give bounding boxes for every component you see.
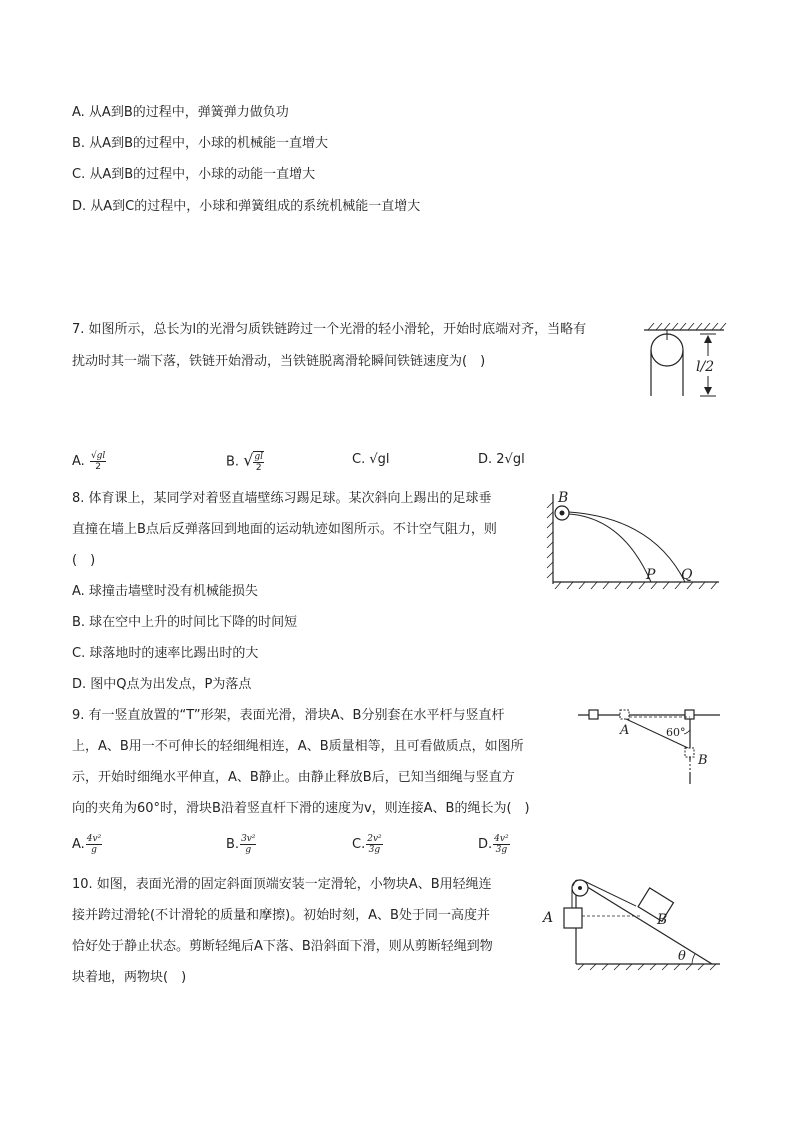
q10-stem-line-4: 块着地，两物块( )	[72, 970, 187, 985]
q7-stem-line-1: 7. 如图所示，总长为l的光滑匀质铁链跨过一个光滑的轻小滑轮，开始时底端对齐，当略有	[72, 322, 587, 337]
q7-stem-line-2: 扰动时其一端下落，铁链开始滑动，当铁链脱离滑轮瞬间铁链速度为( )	[72, 354, 486, 369]
q9-figure-label-a: A	[620, 723, 630, 738]
q8-stem-line-1: 8. 体育课上，某同学对着竖直墙壁练习踢足球。某次斜向上踢出的足球垂	[72, 491, 492, 506]
q7-option-d: D. 2√gl	[478, 452, 525, 467]
q8-option-a: A. 球撞击墙壁时没有机械能损失	[72, 584, 258, 599]
q6-option-c: C. 从A到B的过程中，小球的动能一直增大	[72, 167, 316, 182]
q8-figure-label-p: P	[646, 567, 656, 583]
q10-figure-angle-theta: θ	[678, 949, 686, 964]
q9-stem-line-3: 示，开始时细绳水平伸直，A、B静止。由静止释放B后，已知当细绳与竖直方	[72, 770, 515, 785]
q9-stem-line-4: 向的夹角为60°时，滑块B沿着竖直杆下滑的速度为v，则连接A、B的绳长为( )	[72, 801, 530, 816]
q10-stem-line-2: 接并跨过滑轮(不计滑轮的质量和摩擦)。初始时刻，A、B处于同一高度并	[72, 908, 490, 923]
q6-option-a: A. 从A到B的过程中，弹簧弹力做负功	[72, 105, 289, 120]
q10-stem-line-3: 恰好处于静止状态。剪断轻绳后A下落、B沿斜面下滑，则从剪断轻绳到物	[72, 939, 493, 954]
q8-figure-label-q: Q	[681, 567, 693, 583]
q9-figure-label-b: B	[698, 753, 708, 768]
q10-stem-line-1: 10. 如图，表面光滑的固定斜面顶端安装一定滑轮，小物块A、B用轻绳连	[72, 877, 492, 892]
q9-stem-line-2: 上，A、B用一不可伸长的轻细绳相连，A、B质量相等，且可看做质点，如图所	[72, 739, 524, 754]
q8-ball-trajectory-figure	[543, 488, 723, 592]
q8-stem-line-2: 直撞在墙上B点后反弹落回到地面的运动轨迹如图所示。不计空气阻力，则	[72, 522, 497, 537]
q9-stem-line-1: 9. 有一竖直放置的“T”形架，表面光滑，滑块A、B分别套在水平杆与竖直杆	[72, 708, 505, 723]
q10-figure-label-a: A	[543, 910, 554, 926]
q9-figure-angle-label: 60°	[666, 726, 686, 739]
q7-option-a: A. $\frac{√gl}{2}$	[72, 451, 106, 472]
q6-option-b: B. 从A到B的过程中，小球的机械能一直增大	[72, 136, 328, 151]
q9-option-d: D. $\frac{\text{4v²}}{3g}$	[478, 834, 509, 855]
q7-figure-length-label: l/2	[696, 359, 715, 375]
q10-incline-pulley-figure	[540, 870, 725, 970]
q9-option-b: B. $\frac{\text{3v²}}{g}$	[226, 834, 256, 855]
q8-option-c: C. 球落地时的速率比踢出时的大	[72, 646, 259, 661]
q8-option-d: D. 图中Q点为出发点，P为落点	[72, 677, 252, 692]
q9-t-frame-figure	[574, 704, 724, 790]
q10-figure-label-b: B	[657, 912, 668, 928]
q6-option-d: D. 从A到C的过程中，小球和弹簧组成的系统机械能一直增大	[72, 199, 421, 214]
q7-option-c: C. √gl	[352, 452, 390, 467]
q7-chain-pulley-figure	[640, 320, 730, 400]
q8-figure-label-b: B	[558, 490, 569, 506]
q9-option-c: C. $\frac{\text{2v²}}{3g}$	[352, 834, 382, 855]
q8-option-b: B. 球在空中上升的时间比下降的时间短	[72, 615, 298, 630]
q9-option-a: A. $\frac{\text{4v²}}{g}$	[72, 834, 102, 855]
q8-stem-line-3: ( )	[72, 553, 96, 568]
q7-option-b: B. √ $\frac{gl}{2}$	[226, 450, 264, 473]
